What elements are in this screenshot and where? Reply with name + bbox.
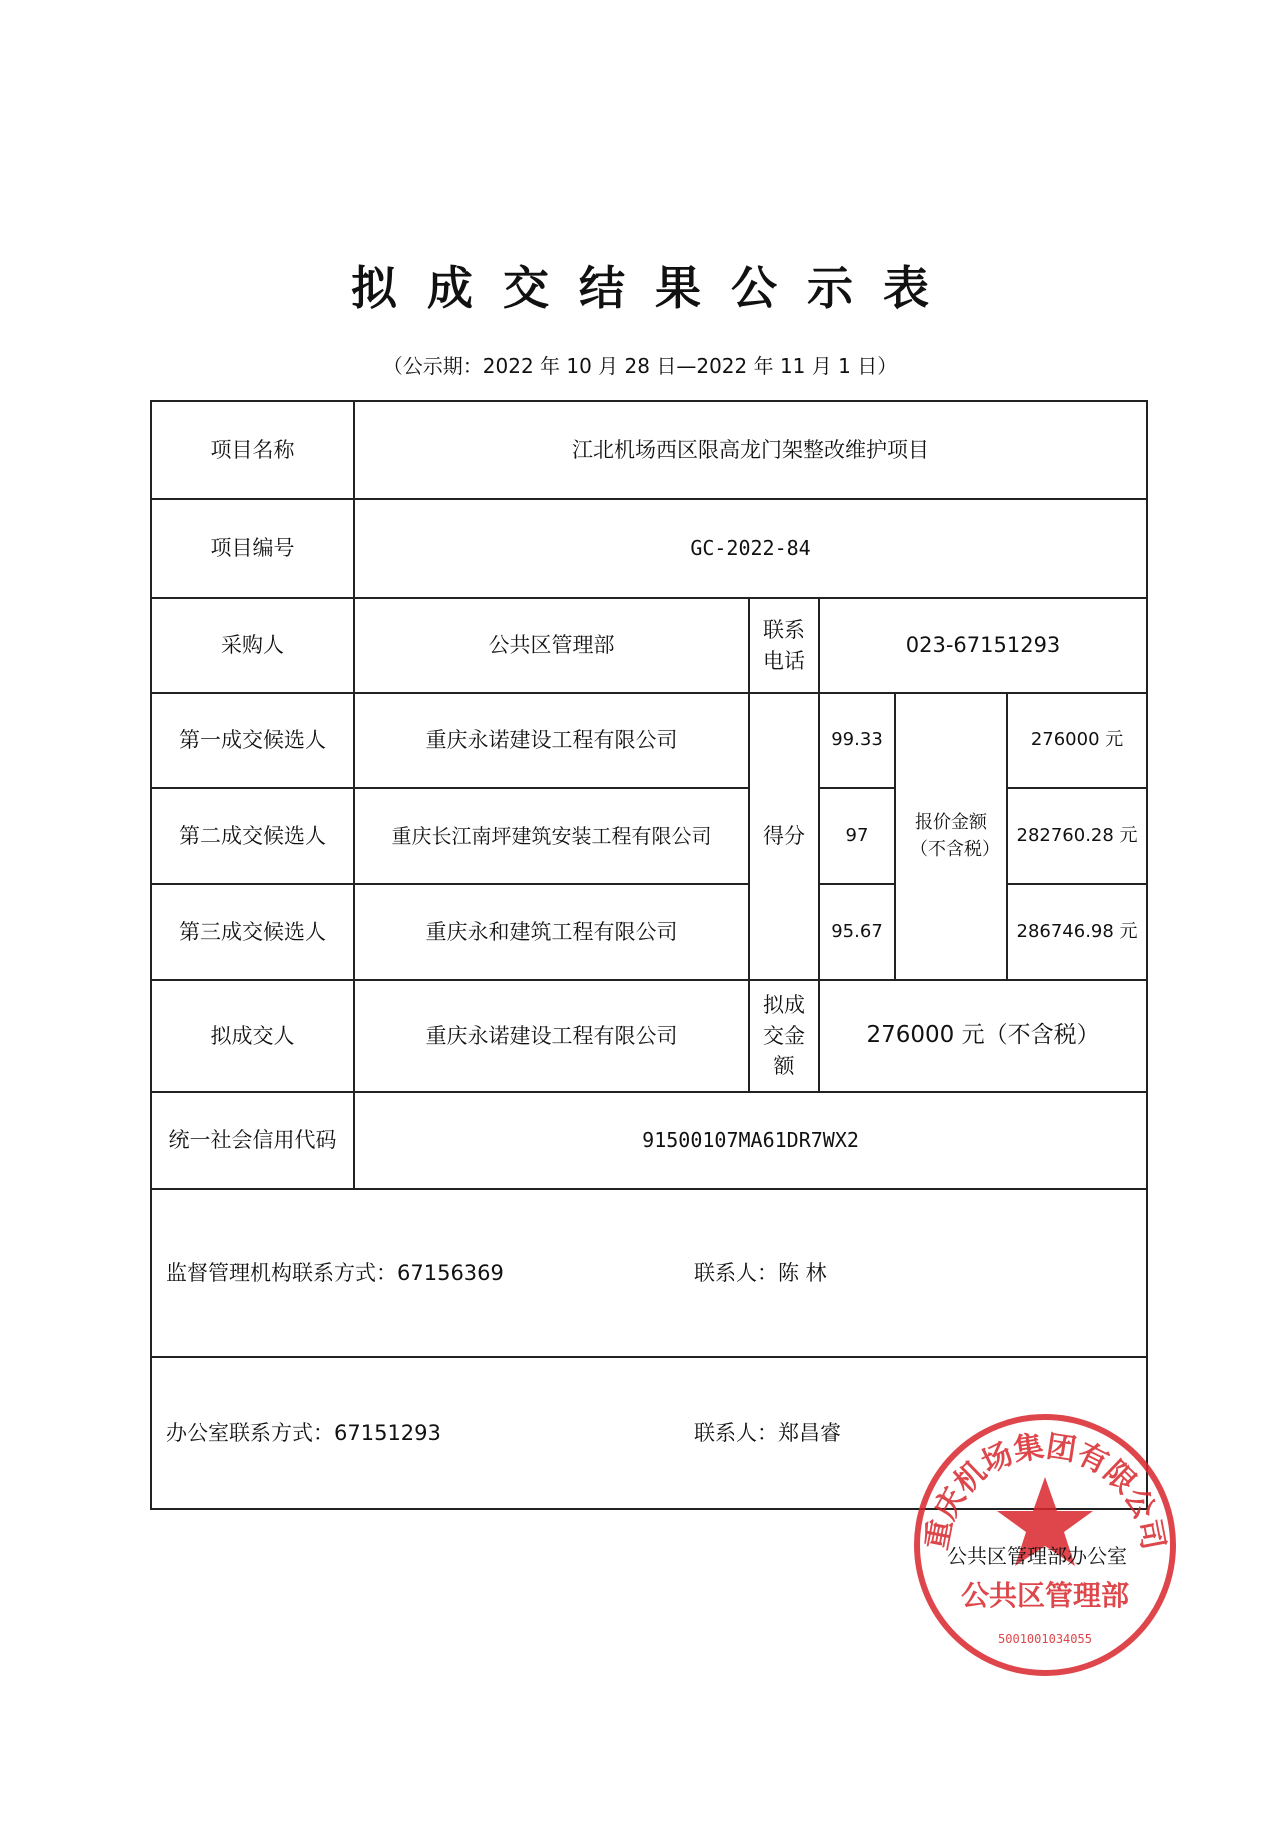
supervision-phone: 监督管理机构联系方式：67156369 xyxy=(166,1260,504,1285)
office-person: 联系人：郑昌睿 xyxy=(694,1420,841,1445)
candidate-label: 第一成交候选人 xyxy=(151,693,354,788)
award-amount-label: 拟成交金额 xyxy=(749,980,819,1092)
project-name-value: 江北机场西区限高龙门架整改维护项目 xyxy=(354,401,1147,499)
project-number-label: 项目编号 xyxy=(151,499,354,598)
candidate-company: 重庆永和建筑工程有限公司 xyxy=(354,884,749,980)
supervision-row xyxy=(151,1189,1147,1357)
project-number-value: GC-2022-84 xyxy=(354,499,1147,598)
candidate-row-1 xyxy=(151,693,1147,788)
seal-overlay-text: 公共区管理部办公室 xyxy=(947,1544,1127,1568)
candidate-label: 第三成交候选人 xyxy=(151,884,354,980)
credit-code: 91500107MA61DR7WX2 xyxy=(354,1092,1147,1189)
candidate-company: 重庆长江南坪建筑安装工程有限公司 xyxy=(354,788,749,884)
award-company: 重庆永诺建设工程有限公司 xyxy=(354,980,749,1092)
project-name-label: 项目名称 xyxy=(151,401,354,499)
award-row xyxy=(151,980,1147,1092)
award-label: 拟成交人 xyxy=(151,980,354,1092)
office-phone: 办公室联系方式：67151293 xyxy=(166,1420,441,1445)
seal-inner-text: 公共区管理部 xyxy=(960,1579,1130,1612)
price-header: 报价金额（不含税） xyxy=(895,693,1007,980)
document-title: 拟成交结果公示表 xyxy=(351,261,959,315)
candidate-score: 97 xyxy=(819,788,895,884)
buyer-value: 公共区管理部 xyxy=(354,598,749,693)
candidate-price: 282760.28 元 xyxy=(1007,788,1147,884)
buyer-label: 采购人 xyxy=(151,598,354,693)
official-seal xyxy=(905,1405,1185,1685)
phone-label: 联系电话 xyxy=(749,598,819,693)
seal-number: 5001001034055 xyxy=(998,1632,1092,1646)
publicity-period: （公示期：2022 年 10 月 28 日—2022 年 11 月 1 日） xyxy=(382,354,898,378)
score-header: 得分 xyxy=(749,693,819,980)
result-table xyxy=(150,400,1148,1510)
seal-outer-text: 重庆机场集团有限公司 xyxy=(919,1429,1171,1553)
supervision-person: 联系人：陈 林 xyxy=(694,1260,827,1285)
candidate-company: 重庆永诺建设工程有限公司 xyxy=(354,693,749,788)
project-name-row xyxy=(151,401,1147,499)
award-amount: 276000 元（不含税） xyxy=(819,980,1147,1092)
candidate-score: 95.67 xyxy=(819,884,895,980)
credit-label: 统一社会信用代码 xyxy=(151,1092,354,1189)
credit-row xyxy=(151,1092,1147,1189)
candidate-score: 99.33 xyxy=(819,693,895,788)
candidate-price: 276000 元 xyxy=(1007,693,1147,788)
phone-value: 023-67151293 xyxy=(819,598,1147,693)
buyer-row xyxy=(151,598,1147,693)
project-number-row xyxy=(151,499,1147,598)
supervision-contact xyxy=(166,1258,1132,1288)
candidate-label: 第二成交候选人 xyxy=(151,788,354,884)
candidate-price: 286746.98 元 xyxy=(1007,884,1147,980)
